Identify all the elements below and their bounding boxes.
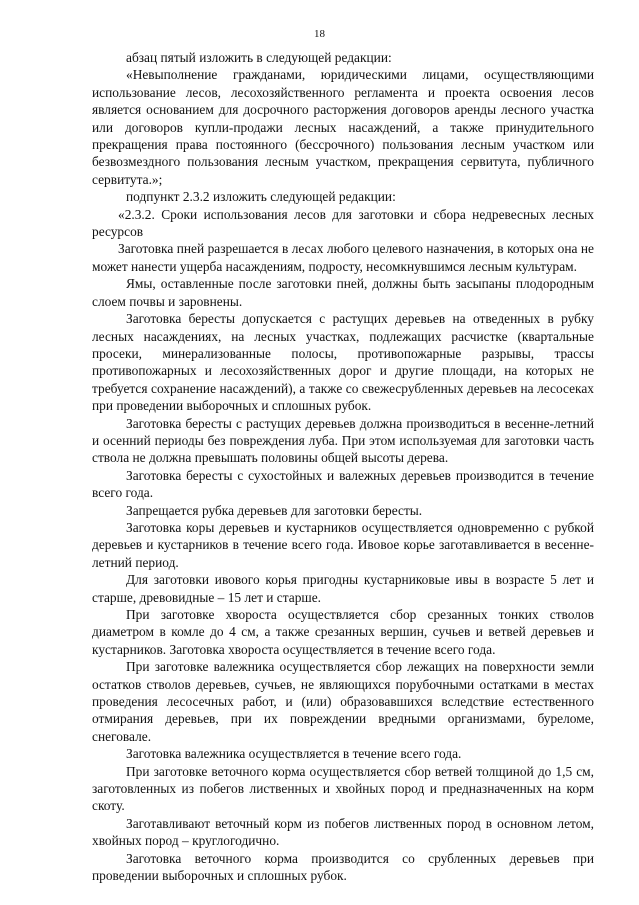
paragraph: Заготовка бересты допускается с растущих деревьев на отведенных в рубку лесных насаждениях, на лесных участках, подлежащих расчистке (квартальные просеки, минерализованные полосы, противопожарные разрывы, трассы противопожарных и лесохозяйственных дорог и другие площади, на которых не требуется сохранение насаждений), а также со свежесрубленных деревьев на лесосеках при проведении выборочных и сплошных рубок. bbox=[92, 311, 594, 414]
paragraph: Заготовка пней разрешается в лесах любого целевого назначения, в которых она не может нанести ущерба насаждениям, подросту, несомкнувшимся лесным культурам. bbox=[92, 241, 594, 274]
paragraph: Заготавливают веточный корм из побегов лиственных пород в основном летом, хвойных пород – круглогодично. bbox=[92, 815, 594, 849]
paragraph: абзац пятый изложить в следующей редакции: bbox=[126, 50, 392, 65]
paragraph: Заготовка валежника осуществляется в течение всего года. bbox=[126, 746, 462, 762]
document-body bbox=[92, 49, 594, 885]
paragraph: Запрещается рубка деревьев для заготовки бересты. bbox=[126, 502, 423, 518]
paragraph: «2.3.2. Сроки использования лесов для заготовки и сбора недревесных лесных ресурсов bbox=[92, 206, 594, 240]
paragraph: подпункт 2.3.2 изложить следующей редакции: bbox=[126, 189, 396, 205]
paragraph: При заготовке веточного корма осуществляется сбор ветвей толщиной до 1,5 см, заготовленных из побегов лиственных и хвойных пород и предназначенных на корм скоту. bbox=[92, 763, 594, 814]
paragraph: Заготовка бересты с сухостойных и валежных деревьев производится в течение всего года. bbox=[92, 467, 594, 501]
paragraph: При заготовке валежника осуществляется сбор лежащих на поверхности земли остатков стволов деревьев, сучьев, не являющихся порубочными остатками в местах проведения лесосечных работ, и (или) образовавшихся вследствие естественного отмирания деревьев, при их повреждении вредными организмами, буреломе, снеговале. bbox=[92, 659, 594, 744]
paragraph: При заготовке хвороста осуществляется сбор срезанных тонких стволов диаметром в комле до 4 см, а также срезанных вершин, сучьев и ветвей деревьев и кустарников. Заготовка хвороста осуществляется в течение всего года. bbox=[92, 607, 594, 657]
paragraph: Ямы, оставленные после заготовки пней, должны быть засыпаны плодородным слоем почвы и заровнены. bbox=[92, 276, 594, 309]
paragraph: Заготовка веточного корма производится со срубленных деревьев при проведении выборочных и сплошных рубок. bbox=[92, 850, 594, 884]
paragraph: Заготовка коры деревьев и кустарников осуществляется одновременно с рубкой деревьев и кустарников в течение всего года. Ивовое корье заготавливается в весенне-летний период. bbox=[92, 519, 594, 570]
paragraph: «Невыполнение гражданами, юридическими лицами, осуществляющими использование лесов, лесохозяйственного регламента и проекта освоения лесов является основанием для досрочного расторжения договоров аренды лесного участка или договоров купли-продажи лесных насаждений, а также принудительного прекращения права постоянного (бессрочного) пользования лесным участком или безвозмездного пользования лесным участком, прекращения сервитута, публичного сервитута.»; bbox=[92, 67, 594, 187]
paragraph: Заготовка бересты с растущих деревьев должна производиться в весенне-летний и осенний периоды без повреждения луба. При этом используемая для заготовки часть ствола не должна превышать половины общей высоты дерева. bbox=[92, 415, 594, 466]
page-number: 18 bbox=[314, 28, 325, 40]
paragraph: Для заготовки ивового корья пригодны кустарниковые ивы в возрасте 5 лет и старше, древовидные – 15 лет и старше. bbox=[92, 572, 594, 605]
